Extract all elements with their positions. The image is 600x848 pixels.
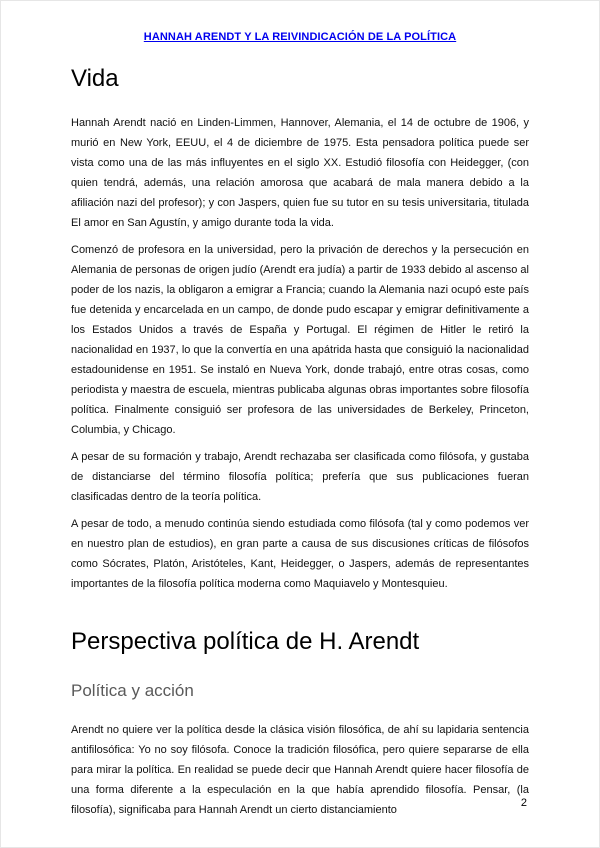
paragraph-politica-accion-1: Arendt no quiere ver la política desde la clásica visión filosófica, de ahí su lapidaria sentencia antifilosófica: Yo no soy filósofa. Conoce la tradición filosófica, pero quiere separarse de ella para mirar la política. En realidad se puede decir que Hannah Arendt quiere hacer filosofía de una forma diferente a la especulación en la que había aprendido filosofía. Pensar, (la filosofía), significaba para Hannah Arendt un cierto distanciamiento: [71, 723, 529, 816]
paragraph-bio-3: A pesar de su formación y trabajo, Arendt rechazaba ser clasificada como filósofa, y gustaba de distanciarse del término filosofía política; prefería que sus publicaciones fueran clasificadas dentro de la teoría política.: [71, 450, 529, 503]
subheading-politica-y-accion: Política y acción: [71, 681, 194, 701]
heading-perspectiva-politica: Perspectiva política de H. Arendt: [71, 627, 420, 655]
page-number: 2: [520, 797, 527, 809]
heading-vida: Vida: [71, 65, 119, 92]
document-title: HANNAH ARENDT Y LA REIVINDICACIÓN DE LA POLÍTICA: [143, 31, 457, 43]
paragraph-bio-1: Hannah Arendt nació en Linden-Limmen, Hannover, Alemania, el 14 de octubre de 1906, y murió en New York, EEUU, el 4 de diciembre de 1975. Esta pensadora política puede ser vista como una de las más influyentes en el siglo XX. Estudió filosofía con Heidegger, (con quien tendrá, además, una relación amorosa que acabará de mala manera debido a la afiliación nazi del profesor); y con Jaspers, quien fue su tutor en su tesis universitaria, titulada El amor en San Agustín, y amigo durante toda la vida.: [71, 116, 529, 229]
paragraph-bio-2: Comenzó de profesora en la universidad, pero la privación de derechos y la persecución en Alemania de personas de origen judío (Arendt era judía) a partir de 1933 debido al ascenso al poder de los nazis, la obligaron a emigrar a Francia; cuando la Alemania nazi ocupó este país fue detenida y encarcelada en un campo, de donde pudo escapar y emigrar definitivamente a los Estados Unidos a través de España y Portugal. El régimen de Hitler le retiró la nacionalidad en 1937, lo que la convertía en una apátrida hasta que consiguió la nacionalidad estadounidense en 1951. Se instaló en Nueva York, donde trabajó, entre otras cosas, como periodista y maestra de escuela, mientras publicaba algunas obras importantes sobre filosofía política. Finalmente consiguió ser profesora de las universidades de Berkeley, Princeton, Columbia, y Chicago.: [71, 243, 529, 436]
paragraph-bio-4: A pesar de todo, a menudo continúa siendo estudiada como filósofa (tal y como podemos ver en nuestro plan de estudios), en gran parte a causa de sus discusiones críticas de filósofos como Sócrates, Platón, Aristóteles, Kant, Heidegger, o Jaspers, además de representantes importantes de la filosofía política moderna como Maquiavelo y Montesquieu.: [71, 517, 529, 590]
